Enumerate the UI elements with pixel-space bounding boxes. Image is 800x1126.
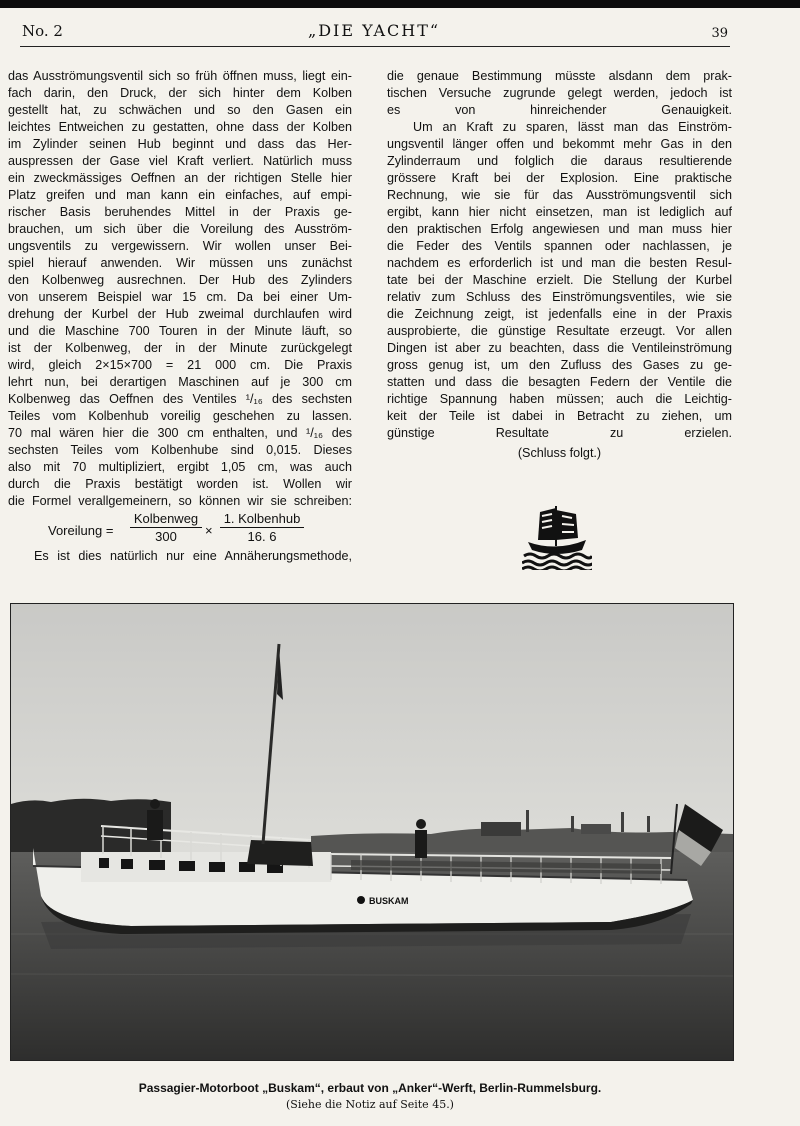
text-line: auspressen der Gase viel Kraft verliert. Natürlich muss — [8, 154, 352, 168]
text-line: 70 mal wären hier die 300 cm enthalten, und ¹/₁₆ des — [8, 426, 352, 440]
text-line: und die Maschine 700 Touren in der Minute läuft, so — [8, 324, 352, 338]
text-line: also mit 70 multipliziert, ergibt 1,05 cm, was auch — [8, 460, 352, 474]
text-line: von unserem Beispiel war 15 cm. Da bei einer Um- — [8, 290, 352, 304]
formula — [8, 510, 352, 548]
ship-signet — [522, 500, 592, 570]
text-line: statten und dass die besagten Federn der Ventile die — [387, 375, 732, 389]
text-line: gross genug ist, um den Zufluss des Gases zu ge- — [387, 358, 732, 372]
right-column — [387, 68, 732, 462]
text-line: die genaue Bestimmung müsste alsdann dem prak- — [387, 69, 732, 83]
header-rule — [20, 46, 730, 47]
formula-times: × — [205, 523, 213, 538]
text-line: Kolbenweg das Oeffnen des Ventiles ¹/₁₆ des sechsten — [8, 392, 352, 406]
text-line: die Zeichnung zeigt, ist jedenfalls eine in der Praxis — [387, 307, 732, 321]
text-line: den praktischen Erfolg angewiesen und man muss hier — [387, 222, 732, 236]
text-line: im Zylinder seinen Hub beginnt und dass das Her- — [8, 137, 352, 151]
formula-denominator-2: 16. 6 — [247, 529, 277, 544]
text-line: fach darin, den Druck, der sich hinter dem Kolben — [8, 86, 352, 100]
text-line: die Formel verallgemeinern, so können wir sie schreiben: — [8, 494, 352, 508]
photo-subcaption: (Siehe die Notiz auf Seite 45.) — [286, 1098, 454, 1111]
text-line: Rechnung, wie sie für das Ausströmungsventil sich — [387, 188, 732, 202]
magazine-title: „DIE YACHT“ — [307, 21, 441, 40]
text-line: spiel hierauf anwenden. Wir müssen uns zunächst — [8, 256, 352, 270]
text-line: ungsventil länger offen und bekommt mehr Gas in den — [387, 137, 732, 151]
boat-photograph — [10, 603, 734, 1061]
formula-fraction-2 — [220, 510, 304, 546]
text-line: Es ist dies natürlich nur eine Annäherungsmethode, — [34, 549, 352, 563]
top-border — [0, 0, 800, 8]
text-line: Platz greifen und man kann ein einfaches, auf empi- — [8, 188, 352, 202]
text-line: tischen Versuche zugrunde gelegt werden, jedoch ist — [387, 86, 732, 100]
page-number: 39 — [711, 26, 728, 41]
text-line: ein zweckmässiges Oeffnen an der richtigen Stelle hier — [8, 171, 352, 185]
closing-note: (Schluss folgt.) — [517, 446, 602, 460]
formula-numerator-2: 1. Kolbenhub — [220, 510, 304, 528]
text-line: brauchen, um sich über die Voreilung des Ausström- — [8, 222, 352, 236]
text-line: ist der Kolbenweg, der in der Minute zurückgelegt — [8, 341, 352, 355]
text-line: gestellt hat, zu schwächen und so den Gasen ein — [8, 103, 352, 117]
text-line: relativ zum Schluss des Einströmungsventiles, wie sie — [387, 290, 732, 304]
text-line: sechsten Teiles vom Kolbenhube sind 0,015. Dieses — [8, 443, 352, 457]
text-line: günstige Resultate zu erzielen. — [387, 426, 732, 440]
text-line: es von hinreichender Genauigkeit. — [387, 103, 732, 117]
text-line: richtige Spannung haben müssen; auch die Leichtig- — [387, 392, 732, 406]
text-line: ausprobierte, die günstige Resultate erzeugt. Vor allen — [387, 324, 732, 338]
formula-denominator-1: 300 — [155, 529, 177, 544]
text-line: den Kolbenweg ausrechnen. Der Hub des Zylinders — [8, 273, 352, 287]
text-line: lehrt nun, bei derartigen Maschinen auf je 300 cm — [8, 375, 352, 389]
text-line: keit der Teile ist dabei in Betracht zu ziehen, um — [387, 409, 732, 423]
text-line: durch die Praxis bestätigt worden ist. Wollen wir — [8, 477, 352, 491]
formula-numerator-1: Kolbenweg — [130, 510, 202, 528]
boat-name-label: BUSKAM — [369, 896, 409, 906]
text-line: Teiles vom Kolbenhub voreilig geschehen zu lassen. — [8, 409, 352, 423]
text-line: rischer Basis beruhendes Mittel in der Praxis ge- — [8, 205, 352, 219]
text-line: leichtes Entweichen zu gestatten, ohne dass der Kolben — [8, 120, 352, 134]
left-column — [8, 68, 352, 565]
text-line: Dingen ist aber zu beachten, dass die Ventileinströmung — [387, 341, 732, 355]
formula-lhs: Voreilung = — [48, 523, 114, 538]
text-line: die Feder des Ventils spannen oder nachlassen, je — [387, 239, 732, 253]
text-line: das Ausströmungsventil sich so früh öffnen muss, liegt ein- — [8, 69, 352, 83]
page-header — [20, 20, 728, 46]
text-line: Um an Kraft zu sparen, lässt man das Einström- — [413, 120, 732, 134]
text-line: Zylinderraum und folglich die daraus resultierende — [387, 154, 732, 168]
text-line: grössere Kraft bei der Explosion. Eine praktische — [387, 171, 732, 185]
formula-fraction-1 — [130, 510, 202, 546]
text-line: drehung der Kurbel der Hub zweimal durchlaufen wird — [8, 307, 352, 321]
issue-number: No. 2 — [22, 22, 63, 40]
text-line: ergibt, kann hier nicht einsetzen, man ist lediglich auf — [387, 205, 732, 219]
photo-caption: Passagier-Motorboot „Buskam“, erbaut von „Anker“-Werft, Berlin-Rummelsburg. — [138, 1081, 602, 1095]
text-line: nachdem es erforderlich ist und man die besten Resul- — [387, 256, 732, 270]
text-line: tate bei der Maschine erzielt. Die Stellung der Kurbel — [387, 273, 732, 287]
text-line: wird, gleich 2×15×700 = 21 000 cm. Die Praxis — [8, 358, 352, 372]
text-line: ungsventils zu vergewissern. Wir wollen unser Bei- — [8, 239, 352, 253]
